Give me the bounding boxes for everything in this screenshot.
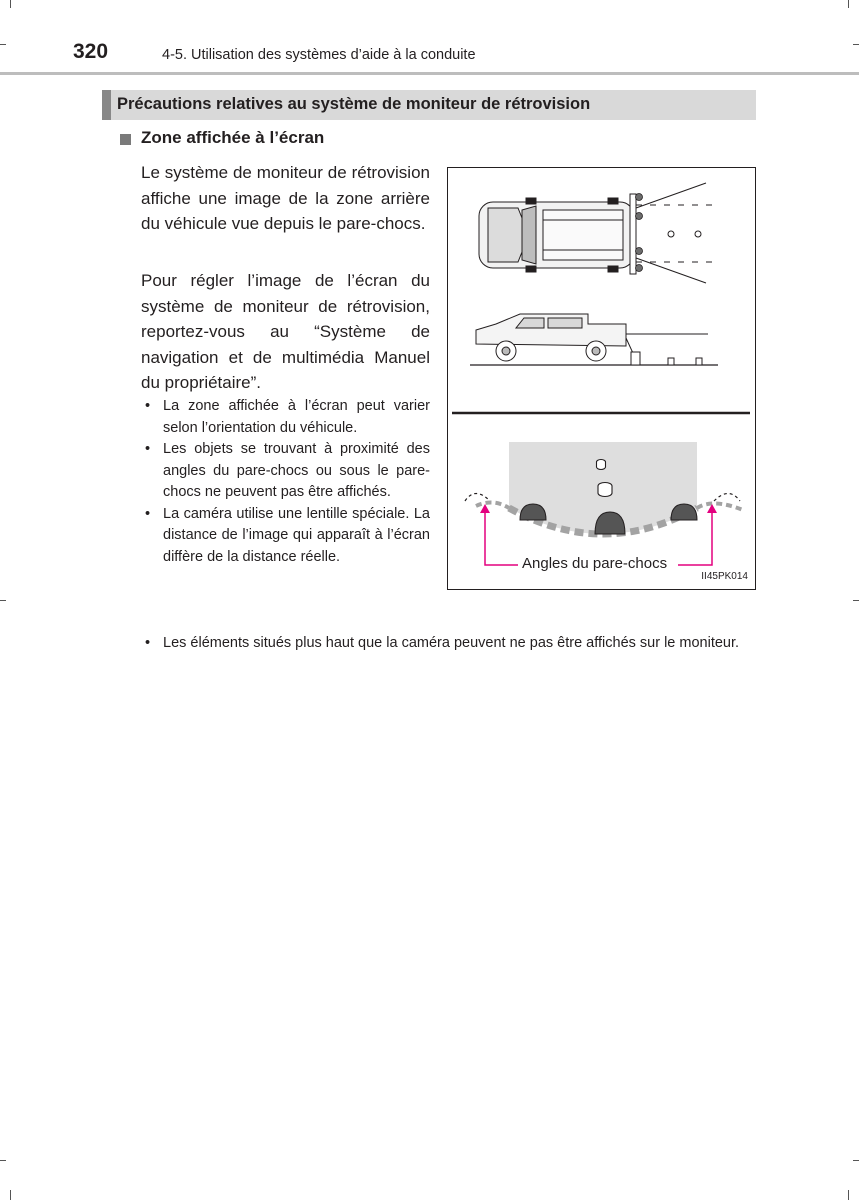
paragraph: Pour régler l’image de l’écran du système de moniteur de rétrovision, reportez-vous au “Système de navigation et de multimédia Manuel du propriétaire”. [141, 271, 430, 392]
crop-mark [848, 1190, 849, 1200]
square-bullet-icon [120, 134, 131, 145]
view-boundary-lines [636, 183, 714, 283]
page-number: 320 [73, 40, 109, 63]
side-ground-markers [631, 352, 702, 365]
section-title: Précautions relatives au système de moniteur de rétrovision [117, 95, 591, 113]
crop-mark [0, 44, 6, 45]
ground-marker-circles [668, 231, 701, 237]
list-item [144, 633, 756, 655]
chapter-title: 4-5. Utilisation des systèmes d’aide à la conduite [162, 47, 476, 63]
crop-mark [853, 44, 859, 45]
crop-mark [0, 600, 6, 601]
bullet-text: La zone affichée à l’écran peut varier selon l’orientation du véhicule. [163, 398, 430, 436]
bullet-text: Les éléments situés plus haut que la caméra peuvent ne pas être affichés sur le moniteur. [163, 635, 740, 651]
bullet-text: La caméra utilise une lentille spéciale. La distance de l’image qui apparaît à l’écran diffère de la distance réelle. [163, 505, 430, 565]
crop-mark [853, 1160, 859, 1161]
paragraph: Le système de moniteur de rétrovision affiche une image de la zone arrière du véhicule vue depuis le pare-chocs. [141, 163, 430, 233]
crop-mark [10, 1190, 11, 1200]
list-item [144, 439, 430, 504]
rear-view-illustration [448, 168, 754, 588]
pickup-top-view [479, 194, 636, 274]
subsection-title: Zone affichée à l’écran [141, 128, 325, 147]
figure-label: Angles du pare-chocs [522, 555, 668, 572]
pickup-side-view [476, 314, 708, 364]
bullet-icon: • [145, 398, 151, 414]
bullet-list [144, 396, 430, 568]
bullet-icon: • [145, 441, 151, 457]
crop-mark [10, 0, 11, 8]
crop-mark [853, 600, 859, 601]
bullet-icon: • [145, 505, 151, 522]
crop-mark [0, 1160, 6, 1161]
bullet-text: Les objets se trouvant à proximité des angles du pare-chocs ou sous le pare-chocs ne peuvent pas être affichés. [163, 441, 430, 500]
list-item [144, 504, 430, 569]
list-item [144, 396, 430, 439]
crop-mark [848, 0, 849, 8]
header-rule [0, 72, 859, 75]
bullet-icon: • [145, 635, 151, 651]
figure-code: II45PK014 [701, 571, 748, 582]
rear-view-figure [447, 167, 756, 590]
